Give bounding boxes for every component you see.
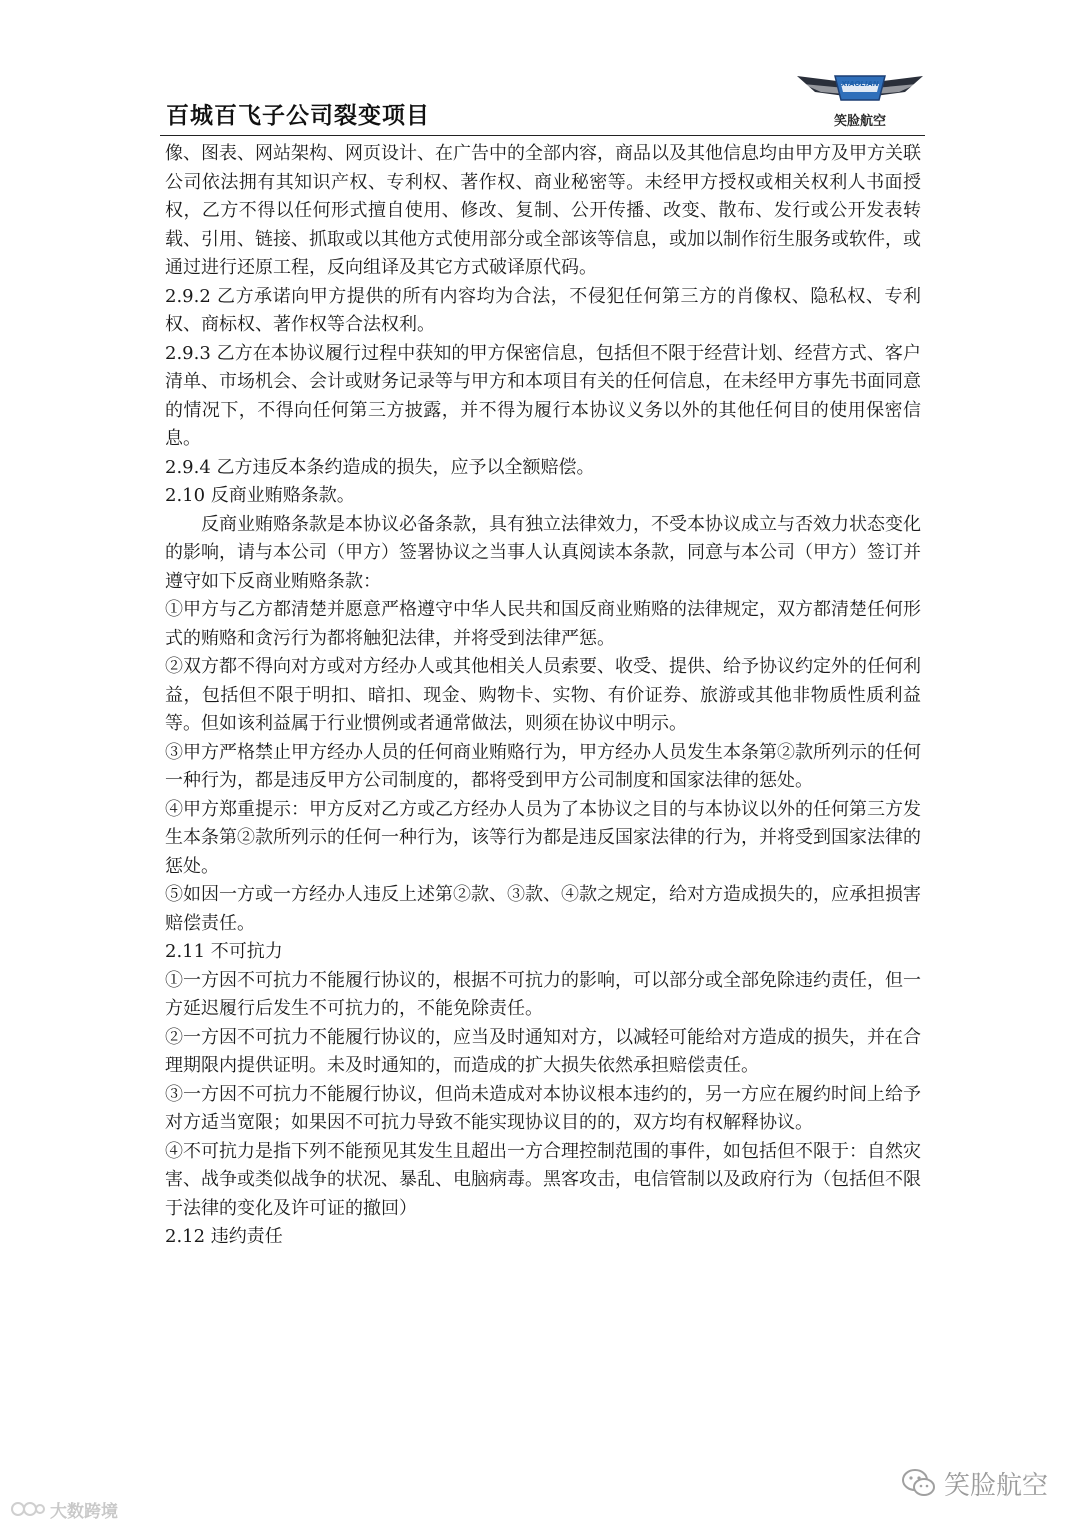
clause-2-9-3: 2.9.3 乙方在本协议履行过程中获知的甲方保密信息，包括但不限于经营计划、经营方式、客户清单、市场机会、会计或财务记录等与甲方和本项目有关的任何信息，在未经甲方事先书面同意的情况下，不得向任何第三方披露，并不得为履行本协议义务以外的其他任何目的使用保密信息。: [165, 342, 921, 449]
source-watermark: [10, 1496, 118, 1522]
header-divider: [160, 135, 925, 137]
anti-bribery-item-4: ④甲方郑重提示：甲方反对乙方或乙方经办人员为了本协议之目的与本协议以外的任何第三方发生本条第②款所列示的任何一种行为，该等行为都是违反国家法律的行为，并将受到国家法律的惩处。: [165, 798, 921, 877]
wings-logo-icon: [795, 70, 925, 110]
logo-label: 笑脸航空: [833, 114, 886, 129]
wechat-icon: [902, 1468, 936, 1498]
wechat-watermark: [902, 1466, 1048, 1500]
anti-bribery-item-5: ⑤如因一方或一方经办人违反上述第②款、③款、④款之规定，给对方造成损失的，应承担损害赔偿责任。: [165, 884, 921, 934]
anti-bribery-item-3: ③甲方严格禁止甲方经办人员的任何商业贿赂行为，甲方经办人员发生本条第②款所列示的任何一种行为，都是违反甲方公司制度的，都将受到甲方公司制度和国家法律的惩处。: [165, 741, 921, 791]
force-majeure-item-1: ①一方因不可抗力不能履行协议的，根据不可抗力的影响，可以部分或全部免除违约责任，但一方延迟履行后发生不可抗力的，不能免除责任。: [165, 969, 921, 1019]
force-majeure-item-4: ④不可抗力是指下列不能预见其发生且超出一方合理控制范围的事件，如包括但不限于：自然灾害、战争或类似战争的状况、暴乱、电脑病毒。黑客攻击，电信管制以及政府行为（包括但不限于法律的变化及许可证的撤回）: [165, 1140, 921, 1219]
watermark-account-name: 笑脸航空: [943, 1470, 1048, 1501]
anti-bribery-intro: 反商业贿赂条款是本协议必备条款，具有独立法律效力，不受本协议成立与否效力状态变化的影响，请与本公司（甲方）签署协议之当事人认真阅读本条款，同意与本公司（甲方）签订并遵守如下反商业贿赂条款：: [165, 513, 921, 592]
source-logo-icon: [10, 1499, 46, 1519]
anti-bribery-item-2: ②双方都不得向对方或对方经办人或其他相关人员索要、收受、提供、给予协议约定外的任何利益，包括但不限于明扣、暗扣、现金、购物卡、实物、有价证券、旅游或其他非物质性质利益等。但如该利益属于行业惯例或者通常做法，则须在协议中明示。: [165, 656, 921, 734]
company-logo: [795, 70, 925, 136]
section-2-11-heading: 2.11 不可抗力: [165, 941, 283, 962]
clause-2-9-4: 2.9.4 乙方违反本条约造成的损失，应予以全额赔偿。: [165, 456, 595, 478]
force-majeure-item-3: ③一方因不可抗力不能履行协议，但尚未造成对本协议根本违约的，另一方应在履约时间上给予对方适当宽限；如果因不可抗力导致不能实现协议目的的，双方均有权解释协议。: [165, 1083, 921, 1133]
document-body: [165, 140, 921, 1252]
paragraph-continuation: 像、图表、网站架构、网页设计、在广告中的全部内容，商品以及其他信息均由甲方及甲方关联公司依法拥有其知识产权、专利权、著作权、商业秘密等。未经甲方授权或相关权利人书面授权，乙方不得以任何形式擅自使用、修改、复制、公开传播、改变、散布、发行或公开发表转载、引用、链接、抓取或以其他方式使用部分或全部该等信息，或加以制作衍生服务或软件，或通过进行还原工程，反向组译及其它方式破译原代码。: [165, 143, 921, 278]
logo-emblem-text: XIAOLIAN: [841, 80, 879, 88]
anti-bribery-item-1: ①甲方与乙方都清楚并愿意严格遵守中华人民共和国反商业贿赂的法律规定，双方都清楚任何形式的贿赂和贪污行为都将触犯法律，并将受到法律严惩。: [165, 599, 921, 649]
section-2-10-heading: 2.10 反商业贿赂条款。: [165, 485, 355, 506]
clause-2-9-2: 2.9.2 乙方承诺向甲方提供的所有内容均为合法，不侵犯任何第三方的肖像权、隐私权、专利权、商标权、著作权等合法权利。: [165, 285, 921, 335]
page-header: [160, 70, 925, 136]
document-title: 百城百飞子公司裂变项目: [166, 103, 430, 129]
source-watermark-text: 大数跨境: [50, 1501, 118, 1522]
force-majeure-item-2: ②一方因不可抗力不能履行协议的，应当及时通知对方，以减轻可能给对方造成的损失，并在合理期限内提供证明。未及时通知的，而造成的扩大损失依然承担赔偿责任。: [165, 1026, 921, 1076]
section-2-12-heading: 2.12 违约责任: [165, 1226, 283, 1247]
